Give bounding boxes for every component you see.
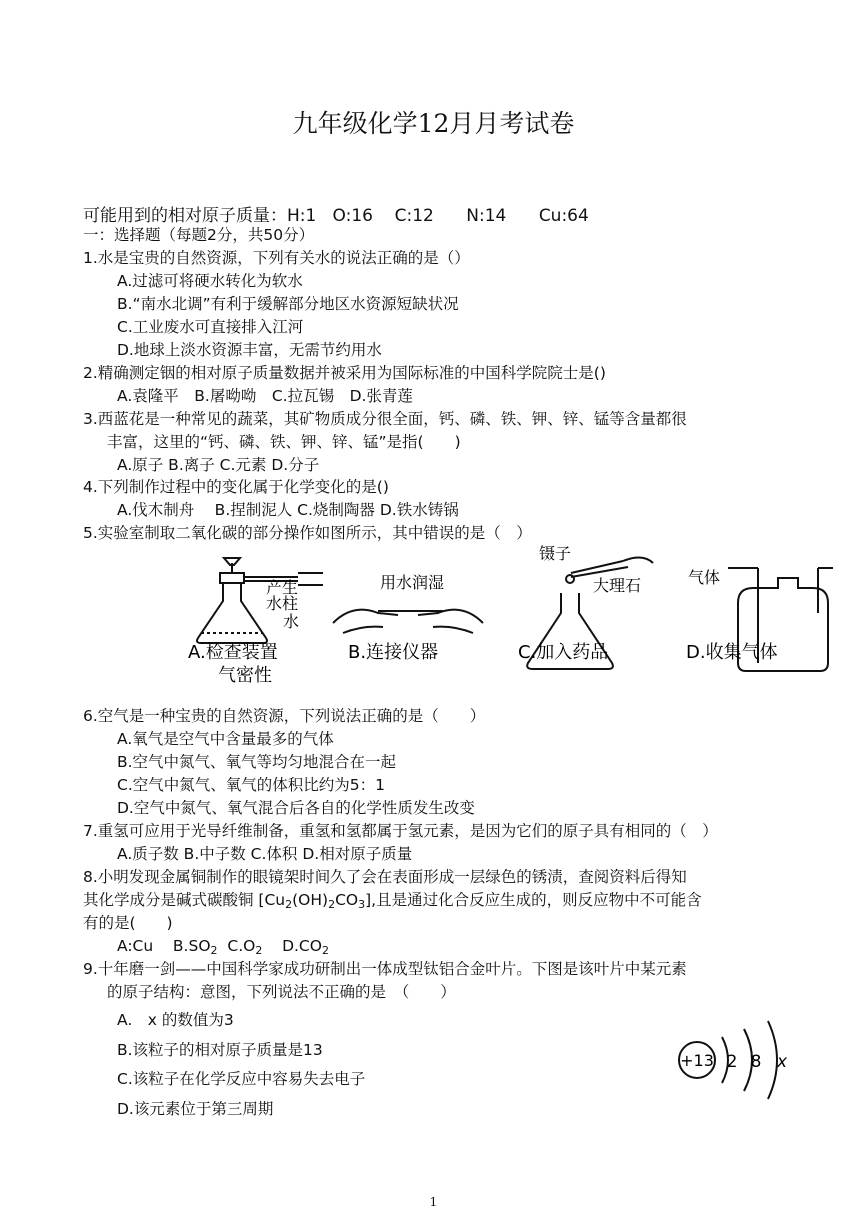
- caption-a-line2: 气密性: [218, 665, 272, 686]
- caption-a-line1: A.检查装置: [188, 642, 278, 663]
- q7-stem: 7.重氢可应用于光导纤维制备，重氢和氢都属于氢元素，是因为它们的原子具有相同的（ ）: [83, 822, 718, 840]
- q1-stem: 1.水是宝贵的自然资源，下列有关水的说法正确的是（）: [83, 249, 470, 267]
- hands-b-icon: [333, 610, 483, 633]
- q2-options: A.袁隆平 B.屠呦呦 C.拉瓦锡 D.张青莲: [117, 387, 413, 405]
- label-water-column: 水柱: [266, 594, 299, 613]
- q8-stem-line3: 有的是( ): [83, 914, 173, 932]
- label-water: 水: [283, 612, 300, 631]
- masses-label: 可能用到的相对原子质量：: [83, 206, 287, 226]
- flask-a-icon: [197, 558, 323, 643]
- q2-stem: 2.精确测定铟的相对原子质量数据并被采用为国际标准的中国科学院院士是(): [83, 364, 606, 382]
- q8-stem-line1: 8.小明发现金属铜制作的眼镜架时间久了会在表面形成一层绿色的锈渍，查阅资料后得知: [83, 868, 687, 886]
- q8-stem-line2: [83, 890, 702, 915]
- q9-option-d: D.该元素位于第三周期: [117, 1100, 274, 1118]
- q8-option-a: A:Cu: [117, 937, 154, 955]
- atomic-masses-line: [83, 201, 589, 226]
- q8-formula-b: (OH): [292, 891, 329, 909]
- q1-option-a: A.过滤可将硬水转化为软水: [117, 272, 303, 290]
- caption-d: D.收集气体: [686, 642, 778, 663]
- q8-option-d: D.CO: [282, 937, 322, 955]
- q7-options: A.质子数 B.中子数 C.体积 D.相对原子质量: [117, 845, 413, 863]
- label-wet-with-water: 用水润湿: [380, 573, 445, 592]
- q9-option-a: A. x 的数值为3: [117, 1011, 234, 1029]
- q8-sub-b: 2: [210, 944, 218, 957]
- shell-arc-3: [768, 1021, 777, 1099]
- q1-option-d: D.地球上淡水资源丰富，无需节约用水: [117, 341, 382, 359]
- q8-option-b: B.SO: [172, 937, 211, 955]
- q4-stem: 4.下列制作过程中的变化属于化学变化的是(): [83, 478, 389, 496]
- q5-lab-figure: [183, 543, 833, 688]
- q8-sub-2b: 2: [328, 898, 336, 911]
- section-heading: 一：选择题（每题2分，共50分）: [83, 226, 315, 244]
- q8-sub-d: 2: [321, 944, 329, 957]
- shell-2-count: 8: [750, 1052, 762, 1072]
- q8-formula-a: 其化学成分是碱式碳酸铜 [Cu: [83, 891, 286, 909]
- q6-option-d: D.空气中氮气、氧气混合后各自的化学性质发生改变: [117, 799, 475, 817]
- caption-b: B.连接仪器: [348, 642, 439, 663]
- q3-options: A.原子 B.离子 C.元素 D.分子: [117, 456, 320, 474]
- q1-option-b: B.“南水北调”有利于缓解部分地区水资源短缺状况: [117, 295, 459, 313]
- q8-option-c: C.O: [227, 937, 256, 955]
- q8-sub-3: 3: [358, 898, 366, 911]
- mass-n: N:14: [466, 206, 507, 226]
- mass-cu: Cu:64: [538, 206, 589, 226]
- q9-stem-line1: 9.十年磨一剑——中国科学家成功研制出一体成型钛铝合金叶片。下图是该叶片中某元素: [83, 960, 687, 978]
- page-number: 1: [429, 1195, 438, 1209]
- mass-h: H:1: [287, 206, 317, 226]
- q8-sub-c: 2: [255, 944, 263, 957]
- mass-o: O:16: [332, 206, 373, 226]
- q6-option-b: B.空气中氮气、氧气等均匀地混合在一起: [117, 753, 397, 771]
- q6-option-a: A.氧气是空气中含量最多的气体: [117, 730, 334, 748]
- page-title: 九年级化学12月月考试卷: [292, 109, 575, 138]
- q8-sub-2a: 2: [285, 898, 293, 911]
- q8-formula-c: CO: [335, 891, 359, 909]
- label-tweezers: 镊子: [539, 544, 572, 563]
- nucleus-charge: +13: [680, 1051, 714, 1070]
- q9-option-c: C.该粒子在化学反应中容易失去电子: [117, 1070, 366, 1088]
- mass-c: C:12: [394, 206, 434, 226]
- q3-stem-line2: 丰富，这里的“钙、磷、铁、钾、锌、锰”是指( ): [107, 433, 461, 451]
- shell-3-count: x: [776, 1052, 788, 1072]
- label-produce: 产生: [266, 578, 299, 597]
- q4-options: A.伐木制舟 B.捏制泥人 C.烧制陶器 D.铁水铸锅: [117, 501, 459, 519]
- caption-c: C.加入药品: [518, 642, 609, 663]
- shell-1-count: 2: [726, 1052, 738, 1072]
- label-marble: 大理石: [593, 576, 642, 595]
- q8-options: [117, 936, 329, 961]
- label-gas: 气体: [688, 568, 721, 587]
- q5-stem: 5.实验室制取二氧化碳的部分操作如图所示，其中错误的是（ ）: [83, 524, 532, 542]
- q1-option-c: C.工业废水可直接排入江河: [117, 318, 304, 336]
- q9-stem-line2: 的原子结构：意图，下列说法不正确的是 （ ）: [107, 983, 456, 1001]
- q8-formula-d: ],且是通过化合反应生成的，则反应物中不可能含: [365, 891, 702, 909]
- q6-stem: 6.空气是一种宝贵的自然资源，下列说法正确的是（ ）: [83, 707, 486, 725]
- q3-stem-line1: 3.西蓝花是一种常见的蔬菜，其矿物质成分很全面，钙、磷、铁、钾、锌、锰等含量都很: [83, 410, 687, 428]
- q9-option-b: B.该粒子的相对原子质量是13: [117, 1041, 323, 1059]
- q6-option-c: C.空气中氮气、氧气的体积比约为5：1: [117, 776, 385, 794]
- atom-structure-diagram: [672, 1015, 802, 1105]
